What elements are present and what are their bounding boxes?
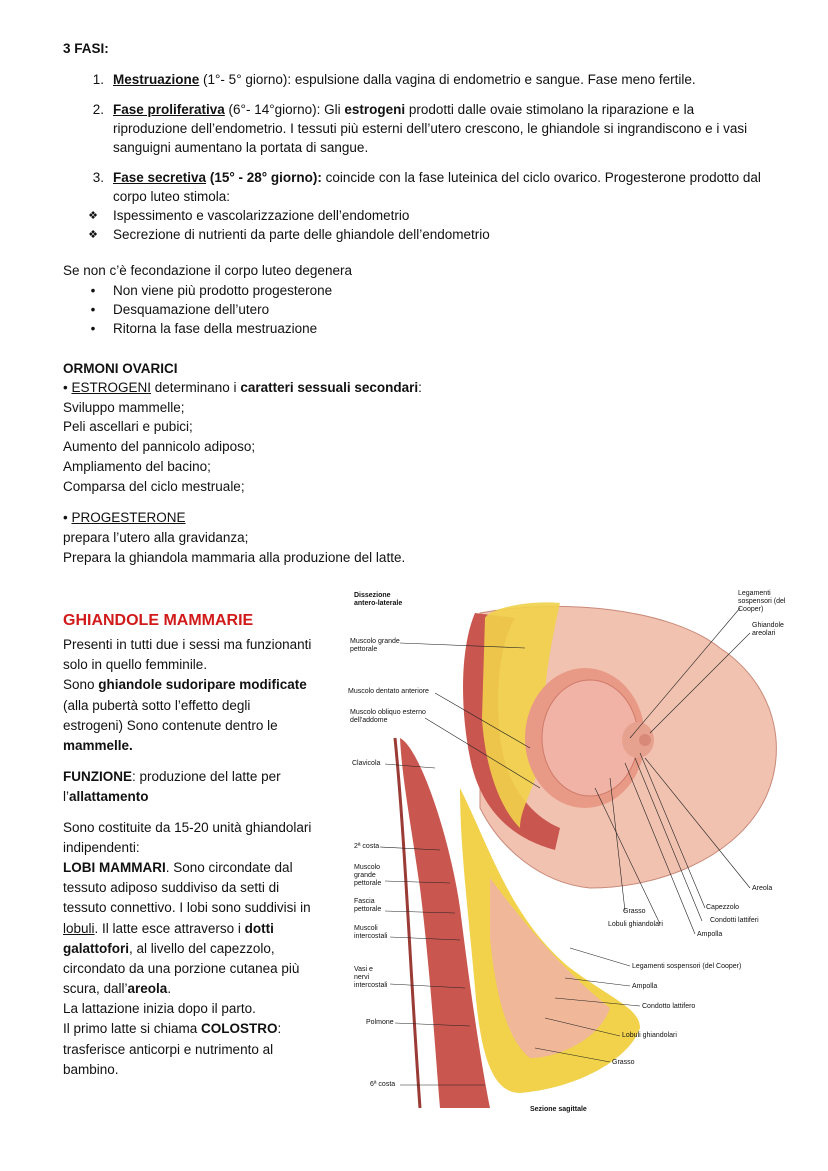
diamond-bullet-icon: ❖ [88,210,98,222]
progesterone-line: • PROGESTERONE [63,510,186,525]
figure-label: Legamenti sospensori (del Cooper) [632,963,742,970]
breast-illustration [340,588,810,1118]
figure-label: Clavicola [352,760,381,767]
diamond-bullet-icon: ❖ [88,229,98,241]
figure-bottom-title: Sezione sagittale [530,1106,587,1113]
figure-label: Muscolo grande pettorale [350,638,400,653]
progesterone-item: prepara l’utero alla gravidanza; [63,530,249,545]
bullet-icon: • [90,283,96,298]
progesterone-item: Prepara la ghiandola mammaria alla produzione del latte. [63,550,406,565]
ghiandole-title: GHIANDOLE MAMMARIE [63,612,254,629]
fasi-title: 3 FASI: [63,41,109,56]
fecondazione-intro: Se non c’è fecondazione il corpo luteo degenera [63,263,352,278]
figure-label: Vasi e nervi intercostali [354,966,388,989]
figure-label: Ampolla [697,931,723,938]
figure-label: Muscoli intercostali [354,925,388,940]
figure-label: Legamenti sospensori (del Cooper) [738,590,786,613]
figure-label: Ampolla [632,983,658,990]
figure-label: Muscolo dentato anteriore [348,688,429,695]
bullet-icon: • [90,302,96,317]
figure-label: Muscolo obliquo esterno dell'addome [350,709,426,724]
figure-label: Condotti lattiferi [710,917,759,924]
figure-top-title: Dissezione antero-laterale [354,592,403,607]
figure-label: Condotto lattifero [642,1003,696,1010]
breast-anatomy-figure [340,588,810,1118]
estrogeni-line: • ESTROGENI determinano i caratteri sessuali secondari: [63,380,422,395]
figure-label: Lobuli ghiandolari [608,921,663,928]
figure-label: Fascia pettorale [354,898,382,913]
figure-label: Ghiandole areolari [752,622,784,637]
figure-label: Capezzolo [706,904,740,911]
figure-label: Areola [752,885,773,892]
figure-label: Polmone [366,1019,394,1026]
bullet-icon: • [90,321,96,336]
ormoni-title: ORMONI OVARICI [63,361,178,376]
figure-label: Lobuli ghiandolari [622,1032,677,1039]
figure-label: 2ª costa [354,843,380,850]
figure-label: Grasso [612,1059,635,1066]
figure-label: 6ª costa [370,1081,396,1088]
figure-label: Grasso [623,908,646,915]
figure-label: Muscolo grande pettorale [354,864,382,887]
